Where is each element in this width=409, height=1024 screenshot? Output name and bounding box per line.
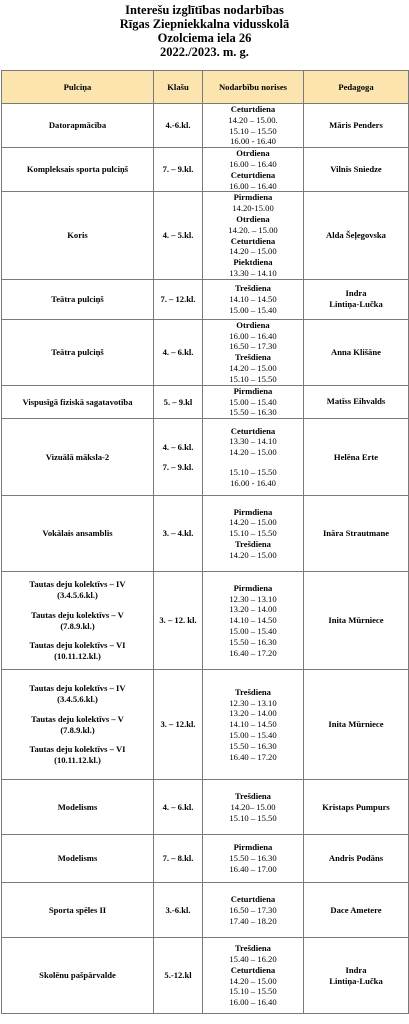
schedule-time: 15.50 – 16.30 — [229, 740, 277, 751]
schedule-time: 15.50 – 16.30 — [229, 636, 277, 647]
club-name-cell — [2, 496, 154, 572]
schedule-time: 14.10 – 14.50 — [229, 293, 277, 304]
schedule-time: 16.00 – 16.40 — [229, 997, 277, 1008]
teacher-cell — [304, 780, 409, 835]
table-row — [2, 319, 409, 385]
schedule-time: 15.00 – 15.40 — [229, 304, 277, 315]
schedule-day: Trešdiena — [235, 686, 271, 697]
teacher-cell — [304, 279, 409, 319]
schedule-day: Trešdiena — [235, 352, 271, 363]
table-row — [2, 938, 409, 1014]
teacher-cell — [304, 385, 409, 418]
schedule-cell — [203, 319, 304, 385]
schedule-day: Pirmdiena — [233, 385, 273, 396]
schedule-time: 14.20. – 15.00 — [228, 224, 278, 235]
grade-cell — [154, 279, 203, 319]
teacher-name: Ināra Strautmane — [322, 528, 390, 539]
teacher-name: Andris Podāns — [328, 853, 384, 864]
schedule-day: Otrdiena — [236, 148, 270, 159]
club-name: (7.8.9.kl.) — [60, 620, 95, 631]
grade-text: 4.-6.kl. — [165, 120, 191, 131]
grade-cell — [154, 104, 203, 148]
teacher-name: Indra — [345, 288, 367, 299]
schedule-day: Ceturtdiena — [230, 425, 276, 436]
club-name: (10.11.12.kl.) — [54, 755, 101, 766]
club-name: Skolēnu pašpārvalde — [39, 970, 116, 981]
club-name — [3, 601, 152, 610]
grade-text: 5.-12.kl — [164, 970, 192, 981]
schedule-time: 15.10 – 15.50 — [229, 125, 277, 136]
schedule-time: 15.10 – 15.50 — [229, 986, 277, 997]
schedule-time: 14.20– 15.00 — [230, 801, 276, 812]
schedule-time: 15.10 – 15.50 — [229, 467, 277, 478]
club-name-cell — [2, 104, 154, 148]
schedule-time: 15.50 – 16.30 — [229, 407, 277, 418]
schedule-cell — [203, 883, 304, 938]
club-name: Tautas deju kolektīvs – IV — [29, 683, 126, 694]
schedule-time: 15.00 – 15.40 — [229, 396, 277, 407]
club-name-cell — [2, 385, 154, 418]
club-name: (7.8.9.kl.) — [60, 724, 95, 735]
club-name: (3.4.5.6.kl.) — [57, 590, 98, 601]
teacher-name: Matīss Eihvalds — [326, 396, 386, 407]
schedule-time: 13.20 – 14.00 — [229, 708, 277, 719]
club-name-cell — [2, 192, 154, 279]
schedule-day: Pirmdiena — [233, 192, 273, 203]
grade-text: 4. – 5.kl. — [162, 230, 194, 241]
schedule-time: 12.30 – 13.10 — [229, 697, 277, 708]
teacher-name: Indra — [345, 964, 367, 975]
club-name: Tautas deju kolektīvs – V — [31, 609, 124, 620]
schedule-day: Piektdiena — [233, 257, 273, 268]
schedule-table — [1, 70, 409, 1014]
club-name: Tautas deju kolektīvs – V — [31, 713, 124, 724]
schedule-time: 14.10 – 14.50 — [229, 719, 277, 730]
teacher-cell — [304, 148, 409, 192]
club-name: Koris — [67, 230, 88, 241]
teacher-cell — [304, 835, 409, 883]
grade-text: 7. – 8.kl. — [162, 853, 194, 864]
schedule-cell — [203, 835, 304, 883]
teacher-cell — [304, 883, 409, 938]
teacher-cell — [304, 319, 409, 385]
table-header-row — [2, 71, 409, 104]
schedule-time: 14.20-15.00 — [232, 203, 274, 214]
schedule-time: 16.00 – 16.40 — [229, 330, 277, 341]
document-header — [0, 0, 409, 63]
schedule-cell — [203, 385, 304, 418]
schedule-cell — [203, 279, 304, 319]
club-name — [3, 735, 152, 744]
schedule-day: Otrdiena — [236, 213, 270, 224]
schedule-time: 15.10 – 15.50 — [229, 373, 277, 384]
teacher-name: Inita Mūrniece — [328, 719, 384, 730]
schedule-cell — [203, 148, 304, 192]
club-name: Sporta spēles II — [48, 904, 107, 915]
schedule-cell — [203, 670, 304, 780]
schedule-time: 14.20 – 15.00 — [229, 363, 277, 374]
schedule-cell — [203, 938, 304, 1014]
club-name: Tautas deju kolektīvs – VI — [29, 744, 126, 755]
schedule-day: Trešdiena — [235, 283, 271, 294]
grade-cell — [154, 385, 203, 418]
club-name: (3.4.5.6.kl.) — [57, 694, 98, 705]
club-name-cell — [2, 279, 154, 319]
grade-cell — [154, 192, 203, 279]
schedule-time: 12.30 – 13.10 — [229, 593, 277, 604]
schedule-time: 15.00 – 15.40 — [229, 730, 277, 741]
schedule-day: Pirmdiena — [233, 582, 273, 593]
table-row — [2, 780, 409, 835]
grade-cell — [154, 670, 203, 780]
schedule-day: Ceturtdiena — [230, 235, 276, 246]
club-name: Vizuālā māksla-2 — [45, 451, 110, 462]
teacher-name: Alda Šeļegovska — [326, 230, 386, 241]
schedule-time — [204, 458, 302, 467]
grade-text: 4. – 6.kl. — [162, 441, 194, 452]
grade-text: 5. – 9.kl — [163, 396, 193, 407]
club-name-cell — [2, 572, 154, 670]
schedule-time: 16.00 – 16.40 — [229, 158, 277, 169]
teacher-cell — [304, 192, 409, 279]
header-school-year: 2022./2023. m. g. — [160, 45, 249, 59]
column-header-teacher: Pedagoga — [304, 71, 409, 104]
teacher-name: Inita Mūrniece — [328, 615, 384, 626]
club-name-cell — [2, 148, 154, 192]
schedule-day: Ceturtdiena — [230, 169, 276, 180]
schedule-time: 16.40 – 17.00 — [229, 864, 277, 875]
schedule-day: Otrdiena — [236, 319, 270, 330]
teacher-name: Anna Klišāne — [331, 346, 381, 357]
grade-text: 7. – 9.kl. — [162, 164, 194, 175]
schedule-day: Ceturtdiena — [230, 964, 276, 975]
table-row — [2, 419, 409, 496]
club-name: (10.11.12.kl.) — [54, 651, 101, 662]
grade-cell — [154, 148, 203, 192]
schedule-time: 14.20 – 15.00 — [229, 975, 277, 986]
schedule-time: 13.30 – 14.10 — [229, 436, 277, 447]
club-name: Teātra pulciņš — [51, 346, 104, 357]
schedule-day: Pirmdiena — [233, 842, 273, 853]
teacher-cell — [304, 496, 409, 572]
grade-text: 3. – 12.kl. — [160, 719, 196, 730]
schedule-day: Ceturtdiena — [230, 104, 276, 114]
column-header-schedule: Nodarbību norises — [203, 71, 304, 104]
teacher-name: Vilnis Sniedze — [330, 164, 382, 175]
schedule-time: 14.20 – 15.00 — [229, 246, 277, 257]
teacher-cell — [304, 938, 409, 1014]
schedule-time: 16.50 – 17.30 — [229, 341, 277, 352]
grade-text — [155, 453, 201, 462]
teacher-cell — [304, 104, 409, 148]
club-name: Teātra pulciņš — [51, 293, 104, 304]
table-row — [2, 670, 409, 780]
club-name: Vokālais ansamblis — [42, 528, 113, 539]
schedule-cell — [203, 780, 304, 835]
schedule-time: 15.10 – 15.50 — [229, 812, 277, 823]
schedule-time: 14.10 – 14.50 — [229, 615, 277, 626]
schedule-day: Pirmdiena — [233, 506, 273, 517]
grade-text: 4. – 6.kl. — [162, 346, 194, 357]
table-row — [2, 496, 409, 572]
teacher-name: Lintiņa-Lučka — [329, 975, 383, 986]
teacher-name: Helēna Erte — [333, 451, 379, 462]
schedule-time: 13.30 – 14.10 — [229, 267, 277, 278]
grade-cell — [154, 938, 203, 1014]
club-name-cell — [2, 319, 154, 385]
table-row — [2, 883, 409, 938]
grade-cell — [154, 496, 203, 572]
schedule-cell — [203, 104, 304, 148]
schedule-day: Trešdiena — [235, 790, 271, 801]
schedule-cell — [203, 192, 304, 279]
club-name-cell — [2, 419, 154, 496]
teacher-name: Kristaps Pumpurs — [322, 801, 390, 812]
schedule-time: 15.50 – 16.30 — [229, 853, 277, 864]
schedule-cell — [203, 419, 304, 496]
teacher-name: Māris Penders — [329, 120, 383, 131]
club-name — [3, 631, 152, 640]
club-name: Datorapmācība — [48, 120, 107, 131]
schedule-cell — [203, 572, 304, 670]
club-name-cell — [2, 780, 154, 835]
teacher-cell — [304, 572, 409, 670]
grade-text: 7. – 12.kl. — [160, 293, 196, 304]
schedule-day: Trešdiena — [235, 943, 271, 954]
schedule-time: 16.40 – 17.20 — [229, 751, 277, 762]
grade-cell — [154, 780, 203, 835]
grade-text: 7. – 9.kl. — [162, 461, 194, 472]
club-name-cell — [2, 883, 154, 938]
grade-text: 3.-6.kl. — [165, 904, 191, 915]
header-address: Ozolciema iela 26 — [157, 31, 252, 45]
grade-text: 4. – 6.kl. — [162, 801, 194, 812]
schedule-day: Trešdiena — [235, 539, 271, 550]
grade-cell — [154, 572, 203, 670]
grade-cell — [154, 883, 203, 938]
grade-cell — [154, 319, 203, 385]
schedule-day: Ceturtdiena — [230, 893, 276, 904]
table-row — [2, 835, 409, 883]
grade-cell — [154, 419, 203, 496]
schedule-time: 16.50 – 17.30 — [229, 904, 277, 915]
schedule-time: 15.00 – 15.40 — [229, 626, 277, 637]
teacher-name: Dace Ametere — [330, 904, 382, 915]
schedule-time: 15.10 – 15.50 — [229, 528, 277, 539]
club-name — [3, 705, 152, 714]
table-body — [2, 104, 409, 1014]
table-row — [2, 385, 409, 418]
schedule-time: 17.40 – 18.20 — [229, 915, 277, 926]
club-name: Modelisms — [57, 853, 98, 864]
table-row — [2, 192, 409, 279]
club-name: Vispusīgā fiziskā sagatavotība — [22, 396, 133, 407]
grade-cell — [154, 835, 203, 883]
schedule-time: 16.40 – 17.20 — [229, 647, 277, 658]
schedule-time: 14.20 – 15.00 — [229, 447, 277, 458]
club-name-cell — [2, 835, 154, 883]
schedule-time: 13.20 – 14.00 — [229, 604, 277, 615]
club-name-cell — [2, 938, 154, 1014]
header-school: Rīgas Ziepniekkalna vidusskolā — [119, 17, 290, 31]
table-row — [2, 148, 409, 192]
teacher-cell — [304, 670, 409, 780]
schedule-cell — [203, 496, 304, 572]
schedule-time: 14.20 – 15.00. — [228, 114, 278, 125]
club-name: Modelisms — [57, 801, 98, 812]
schedule-time: 15.40 – 16.20 — [229, 954, 277, 965]
column-header-club: Pulciņa — [2, 71, 154, 104]
schedule-time: 16.00 - 16.40 — [230, 136, 276, 147]
teacher-name: Lintiņa-Lučka — [329, 299, 383, 310]
schedule-time: 14.20 – 15.00 — [229, 549, 277, 560]
teacher-cell — [304, 419, 409, 496]
header-title: Interešu izglītības nodarbības — [125, 3, 284, 17]
grade-text: 3. – 4.kl. — [162, 528, 194, 539]
club-name: Tautas deju kolektīvs – VI — [29, 640, 126, 651]
table-row — [2, 104, 409, 148]
club-name: Kompleksais sporta pulciņš — [26, 164, 129, 175]
club-name: Tautas deju kolektīvs – IV — [29, 579, 126, 590]
grade-text: 3. – 12. kl. — [159, 615, 197, 626]
table-row — [2, 572, 409, 670]
column-header-grade: Klašu — [154, 71, 203, 104]
schedule-time: 14.20 – 15.00 — [229, 517, 277, 528]
table-row — [2, 279, 409, 319]
club-name-cell — [2, 670, 154, 780]
schedule-time: 16.00 - 16.40 — [230, 477, 276, 488]
schedule-time: 16.00 – 16.40 — [229, 180, 277, 191]
